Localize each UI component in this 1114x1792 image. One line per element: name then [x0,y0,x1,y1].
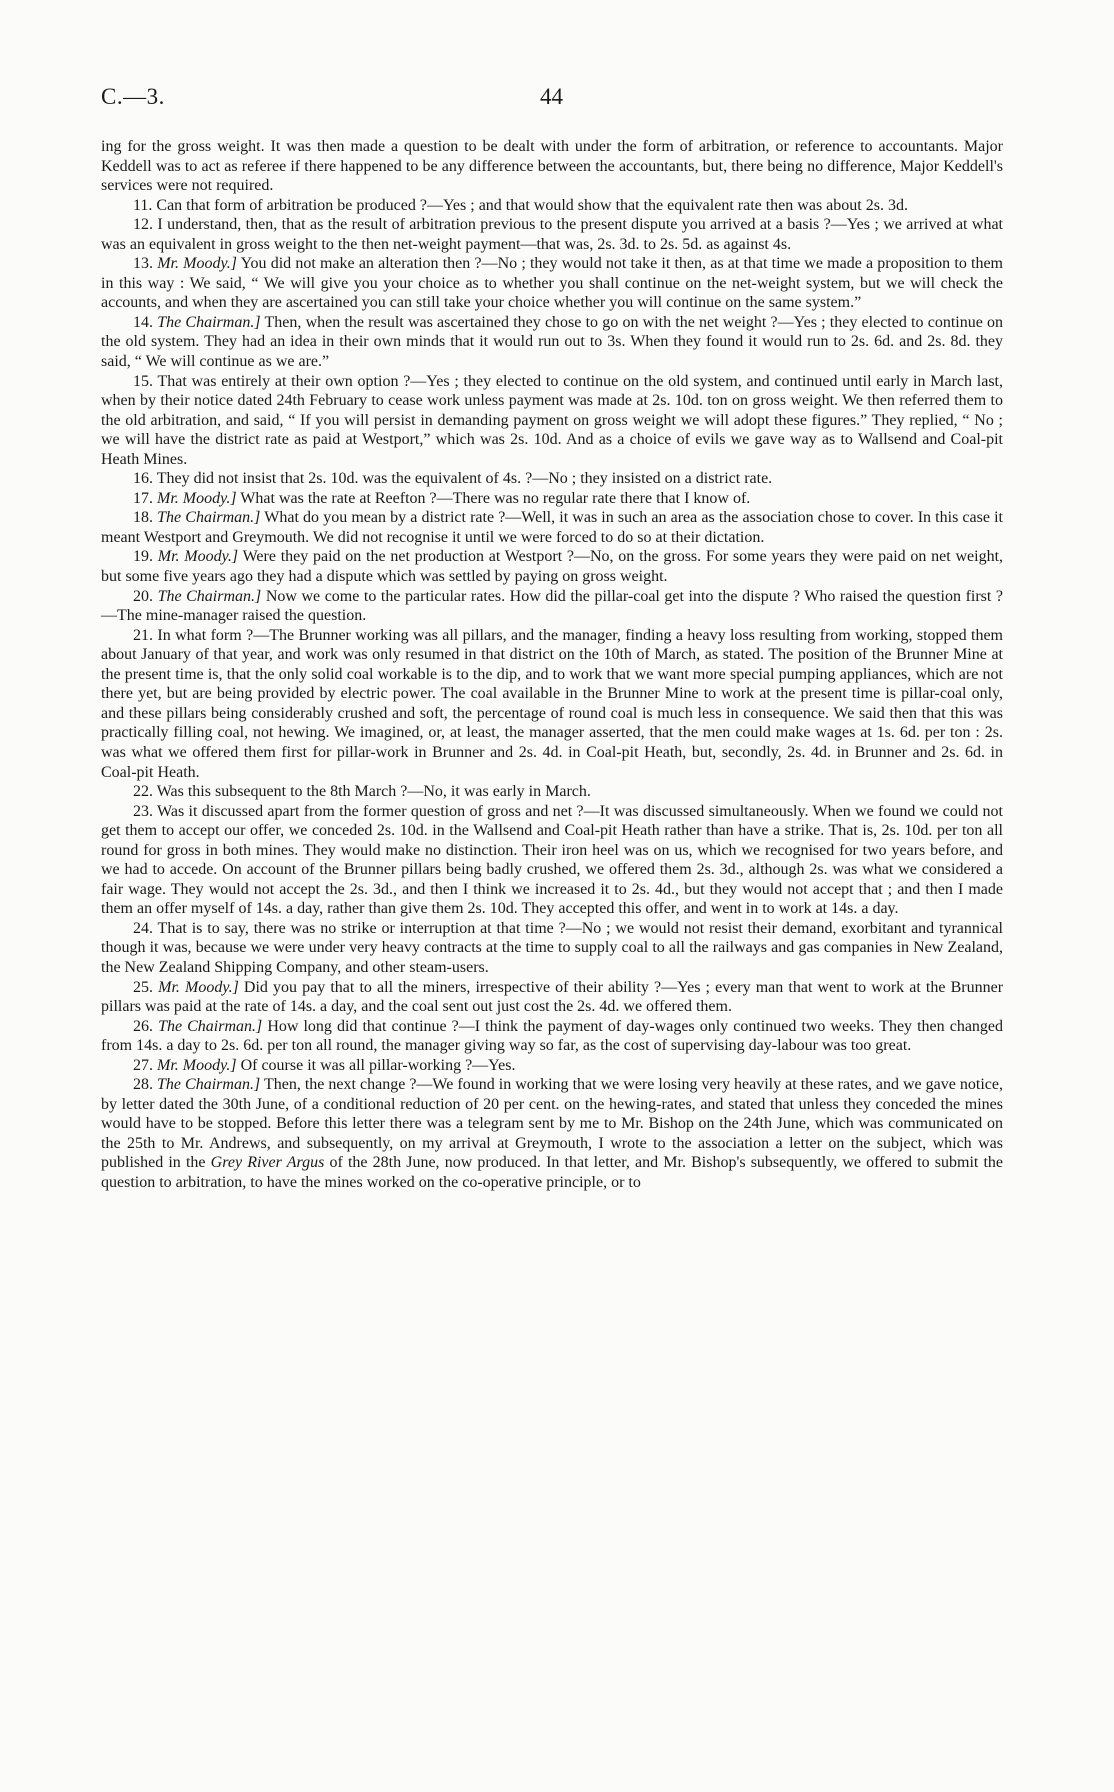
paragraph-text: What was the rate at Reefton ?—There was no regular rate there that I know of. [240,489,751,507]
speaker-label: Mr. Moody.] [157,255,237,273]
paragraph [101,372,1003,470]
question-number: 20. [133,587,153,605]
paragraph-text: 24. That is to say, there was no strike or interruption at that time ?—No ; we would not resist their demand, exorbitant and tyrannical though it was, because we were under very heavy contracts at the time to supply coal to all the railways and gas companies in New Zealand, the New Zealand Shipping Company, and other steam-users. [101,919,1003,976]
paragraph-text: Of course it was all pillar-working ?—Yes. [240,1056,516,1074]
paragraph [101,137,1003,196]
paragraph [101,547,1003,586]
question-number: 18. [133,509,153,527]
question-number: 26. [133,1017,153,1035]
paragraph [101,782,1003,802]
paragraph-text: 23. Was it discussed apart from the former question of gross and net ?—It was discussed simultaneously. When we found we could not get them to accept our offer, we conceded 2s. 10d. in the Wallsend and Coal-pit Heath rather than have a strike. That is, 2s. 10d. per ton all round for gross in both mines. They would make no distinction. Their iron heel was on us, which we recognised for two years before, and we had to accede. On account of the Brunner pillars being badly crushed, we offered them 2s. 3d., although 2s. was what we considered a fair wage. They would not accept the 2s. 3d., and then I think we increased it to 2s. 4d., but they would not accept that ; and then I made them an offer myself of 14s. a day, rather than give them 2s. 10d. They accepted this offer, and went in to work at 14s. a day. [101,802,1003,918]
paragraph-text: What do you mean by a district rate ?—Well, it was in such an area as the association chose to cover. In this case it meant Westport and Greymouth. We did not recognise it until we were forced to do so at their dictation. [101,509,1003,546]
paragraph-text: ing for the gross weight. It was then made a question to be dealt with under the form of arbitration, or reference to accountants. Major Keddell was to act as referee if there happened to be any difference between the accountants, but, there being no difference, Major Keddell's services were not required. [101,138,1003,195]
speaker-label: The Chairman.] [157,313,261,331]
question-number: 19. [133,548,153,566]
paragraph [101,469,1003,489]
paragraph [101,587,1003,626]
paragraph [101,1075,1003,1192]
question-number: 13. [133,255,153,273]
paragraph-text: Now we come to the particular rates. How did the pillar-coal get into the dispute ? Who raised the question first ?—The mine-manager raised the question. [101,587,1004,625]
question-number: 17. [133,489,153,507]
paragraph-text: You did not make an alteration then ?—No ; they would not take it then, as at that time we made a proposition to them in this way : We said, “ We will give you your choice as to whether you shall continue on the net-weight system, but we will check the accounts, and when they are ascertained you can still take your choice whether you will continue on the same system.” [101,255,1004,312]
series-label: C.—3. [101,84,165,109]
paragraph-text: Then, the next change ?—We found in working that we were losing very heavily at these rates, and we gave notice, by letter dated the 30th June, of a conditional reduction of 20 per cent. on the hewing-rates, and stated that unless they conceded the mines would have to be stopped. Before this letter there was a telegram sent by me to Mr. Bishop on the 24th June, which was communicated on the 25th to Mr. Andrews, and subsequently, on my arrival at Greymouth, I wrote to the association a letter on the subject, which was published in the [101,1076,1004,1172]
paragraph-text: Then, when the result was ascertained they chose to go on with the net weight ?—Yes ; they elected to continue on the old system. They had an idea in their own minds that it would run out to 3s. When they found it would run to 2s. 6d. and 2s. 8d. they said, “ We will continue as we are.” [101,313,1004,371]
paragraph [101,489,1003,509]
speaker-label: The Chairman.] [157,1076,261,1094]
page-body [101,137,1003,1193]
paragraph-text: Were they paid on the net production at Westport ?—No, on the gross. For some years they were paid on net weight, but some five years ago they had a dispute which was settled by paying on gross weight. [101,548,1004,586]
paragraph-text: 22. Was this subsequent to the 8th March ?—No, it was early in March. [133,783,591,801]
paragraph-text: of the 28th June, now produced. In that letter, and Mr. Bishop's subsequently, we offered to submit the question to arbitration, to have the mines worked on the co-operative principle, or to [101,1154,1004,1191]
paragraph [101,802,1003,919]
paragraph [101,1056,1003,1076]
speaker-label: Mr. Moody.] [157,1056,237,1074]
paragraph-text: 16. They did not insist that 2s. 10d. was the equivalent of 4s. ?—No ; they insisted on a district rate. [133,470,773,488]
question-number: 14. [133,313,153,331]
paragraph [101,508,1003,547]
paragraph-text: 12. I understand, then, that as the result of arbitration previous to the present dispute you arrived at a basis ?—Yes ; we arrived at what was an equivalent in gross weight to the then net-weight payment—that was, 2s. 3d. to 2s. 5d. as against 4s. [101,216,1003,253]
question-number: 27. [133,1056,153,1074]
paragraph [101,978,1003,1017]
paragraph [101,254,1003,313]
paragraph [101,626,1003,782]
newspaper-title: Grey River Argus [210,1154,325,1172]
paragraph [101,313,1003,372]
paragraph [101,919,1003,978]
paragraph [101,196,1003,216]
paragraph [101,215,1003,254]
speaker-label: The Chairman.] [157,587,262,605]
speaker-label: The Chairman.] [157,509,261,527]
paragraph-text: 21. In what form ?—The Brunner working was all pillars, and the manager, finding a heavy loss resulting from working, stopped them about January of that year, and work was only resumed in that district on the 10th of March, as stated. The position of the Brunner Mine at the present time is, that the only solid coal workable is to the dip, and to work that we want more special pumping appliances, which are not there yet, but are being provided by electric power. The coal available in the Brunner Mine to work at the present time is pillar-coal only, and these pillars being considerably crushed and soft, the percentage of round coal is much less in consequence. We said then that this was practically filling coal, not hewing. We imagined, or, at least, the manager asserted, that the men could make wages at 1s. 6d. per ton : 2s. was what we offered them first for pillar-work in Brunner and 2s. 4d. in Coal-pit Heath, but, secondly, 2s. 4d. in Brunner and 2s. 6d. in Coal-pit Heath. [101,626,1003,781]
speaker-label: Mr. Moody.] [158,978,239,996]
question-number: 25. [133,978,153,996]
paragraph-text: 15. That was entirely at their own option ?—Yes ; they elected to continue on the old system, and continued until early in March last, when by their notice dated 24th February to cease work unless payment was made at 2s. 10d. ton on gross weight. We then referred them to the old arbitration, and said, “ If you will persist in demanding payment on gross weight we will adopt these figures.” They replied, “ No ; we will have the district rate as paid at Westport,” which was 2s. 10d. And as a choice of evils we gave way as to Wallsend and Coal-pit Heath Mines. [101,372,1003,468]
paragraph-text: How long did that continue ?—I think the payment of day-wages only continued two weeks. They then changed from 14s. a day to 2s. 6d. per ton all round, the manager giving way so far, as the cost of supervising day-labour was too great. [101,1017,1004,1055]
speaker-label: Mr. Moody.] [157,548,239,566]
paragraph-text: Did you pay that to all the miners, irrespective of their ability ?—Yes ; every man that went to work at the Brunner pillars was paid at the rate of 14s. a day, and the coal sent out just cost the 2s. 4d. we offered them. [101,978,1004,1016]
paragraph [101,1017,1003,1056]
speaker-label: The Chairman.] [158,1017,263,1035]
speaker-label: Mr. Moody.] [157,489,237,507]
paragraph-text: 11. Can that form of arbitration be produced ?—Yes ; and that would show that the equivalent rate then was about 2s. 3d. [133,196,908,214]
page-number: 44 [540,84,563,109]
question-number: 28. [133,1076,153,1094]
